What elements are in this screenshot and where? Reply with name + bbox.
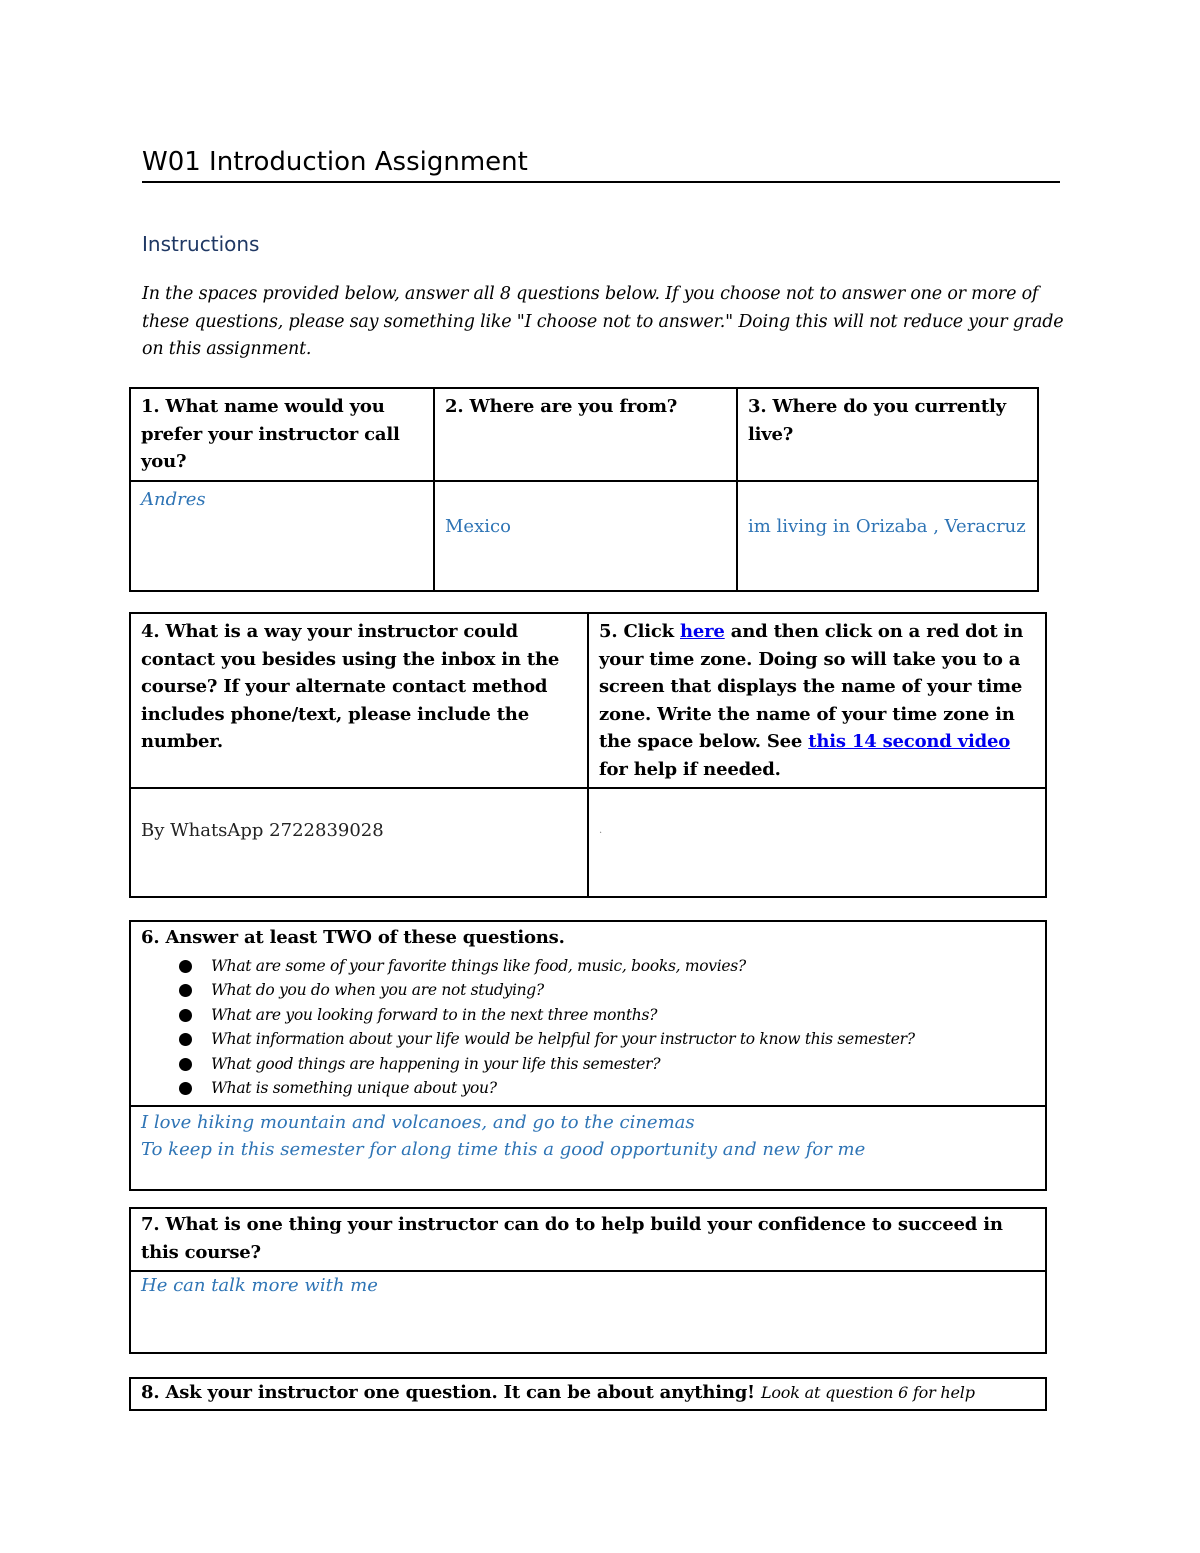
q6-question: Answer at least TWO of these questions. xyxy=(165,927,565,948)
q5-question-middle: and then click on a red dot in your time zone. Doing so will take you to a screen that displays the name of your time zone. Write the name of your time zone in the space below. See xyxy=(599,621,1024,752)
q6-bullet-item: What are you looking forward to in the next three months? xyxy=(175,1003,1035,1028)
bullet-dot-icon xyxy=(179,1058,192,1071)
q6-bullet-item: What are some of your favorite things like food, music, books, movies? xyxy=(175,954,1035,979)
q3-cell xyxy=(737,388,1038,481)
q4-question: What is a way your instructor could contact you besides using the inbox in the course? If your alternate contact method includes phone/text, please include the number. xyxy=(141,621,560,752)
q2-answer-cell[interactable] xyxy=(434,481,737,591)
q7-cell xyxy=(130,1208,1046,1271)
q1-question: What name would you prefer your instructor call you? xyxy=(141,396,400,472)
q2-number: 2. xyxy=(445,396,464,417)
q4-answer: By WhatsApp 2722839028 xyxy=(141,820,384,841)
q2-question: Where are you from? xyxy=(469,396,678,417)
help-video-link[interactable]: this 14 second video xyxy=(808,731,1011,752)
q5-answer-cell[interactable] xyxy=(588,788,1046,897)
q5-question-start: Click xyxy=(623,621,674,642)
bullet-dot-icon xyxy=(179,1082,192,1095)
q6-bullet-item: What is something unique about you? xyxy=(175,1076,1035,1101)
q5-cell xyxy=(588,613,1046,788)
q4-answer-cell[interactable] xyxy=(130,788,588,897)
q5-question-end: for help if needed. xyxy=(599,758,781,780)
q1-number: 1. xyxy=(141,396,160,417)
q7-question: What is one thing your instructor can do to help build your confidence to succeed in this course? xyxy=(141,1214,1003,1263)
q8-cell xyxy=(130,1378,1046,1410)
q2-answer: Mexico xyxy=(445,515,511,537)
q7-answer: He can talk more with me xyxy=(141,1275,378,1296)
bullet-dot-icon xyxy=(179,984,192,997)
q8-hint: Look at question 6 for help xyxy=(760,1383,975,1402)
q6-bullet-item: What do you do when you are not studying? xyxy=(175,978,1035,1003)
document-title: W01 Introduction Assignment xyxy=(142,147,528,177)
questions-1-3-table xyxy=(129,387,1039,592)
q5-answer: . xyxy=(599,825,603,836)
q6-answer-line-1: I love hiking mountain and volcanoes, and go to the cinemas xyxy=(141,1111,695,1133)
q4-cell xyxy=(130,613,588,788)
q7-answer-cell[interactable] xyxy=(130,1271,1046,1353)
q8-question: Ask your instructor one question. It can be about anything! xyxy=(165,1382,755,1403)
q6-bullet-item: What good things are happening in your life this semester? xyxy=(175,1052,1035,1077)
q2-cell xyxy=(434,388,737,481)
title-rule xyxy=(142,181,1060,183)
bullet-dot-icon xyxy=(179,1033,192,1046)
q1-answer-cell[interactable] xyxy=(130,481,434,591)
question-8-table xyxy=(129,1377,1047,1411)
q3-answer: im living in Orizaba , Veracruz xyxy=(748,515,1026,537)
q6-answer-cell[interactable] xyxy=(130,1106,1046,1190)
q3-answer-cell[interactable] xyxy=(737,481,1038,591)
q6-bullet-list xyxy=(141,954,1035,1101)
instructions-heading: Instructions xyxy=(142,232,260,256)
q6-number: 6. xyxy=(141,927,160,948)
questions-4-5-table xyxy=(129,612,1047,898)
q4-number: 4. xyxy=(141,621,160,642)
q6-bullet-item: What information about your life would be helpful for your instructor to know this semester? xyxy=(175,1027,1035,1052)
q7-number: 7. xyxy=(141,1214,160,1235)
q3-question: Where do you currently live? xyxy=(748,396,1006,445)
q5-number: 5. xyxy=(599,621,618,642)
question-7-table xyxy=(129,1207,1047,1354)
timezone-map-link[interactable]: here xyxy=(680,621,725,642)
instructions-text: In the spaces provided below, answer all 8 questions below. If you choose not to answer one or more of these questions, please say something like "I choose not to answer." Doing this will not reduce your grade on this assignment. xyxy=(142,284,1064,359)
question-6-table xyxy=(129,920,1047,1191)
bullet-dot-icon xyxy=(179,1009,192,1022)
bullet-dot-icon xyxy=(179,960,192,973)
q1-answer: Andres xyxy=(141,488,206,510)
q1-cell xyxy=(130,388,434,481)
q6-cell xyxy=(130,921,1046,1106)
q3-number: 3. xyxy=(748,396,767,417)
q6-answer-line-2: To keep in this semester for along time this a good opportunity and new for me xyxy=(141,1138,866,1160)
q8-number: 8. xyxy=(141,1382,160,1403)
